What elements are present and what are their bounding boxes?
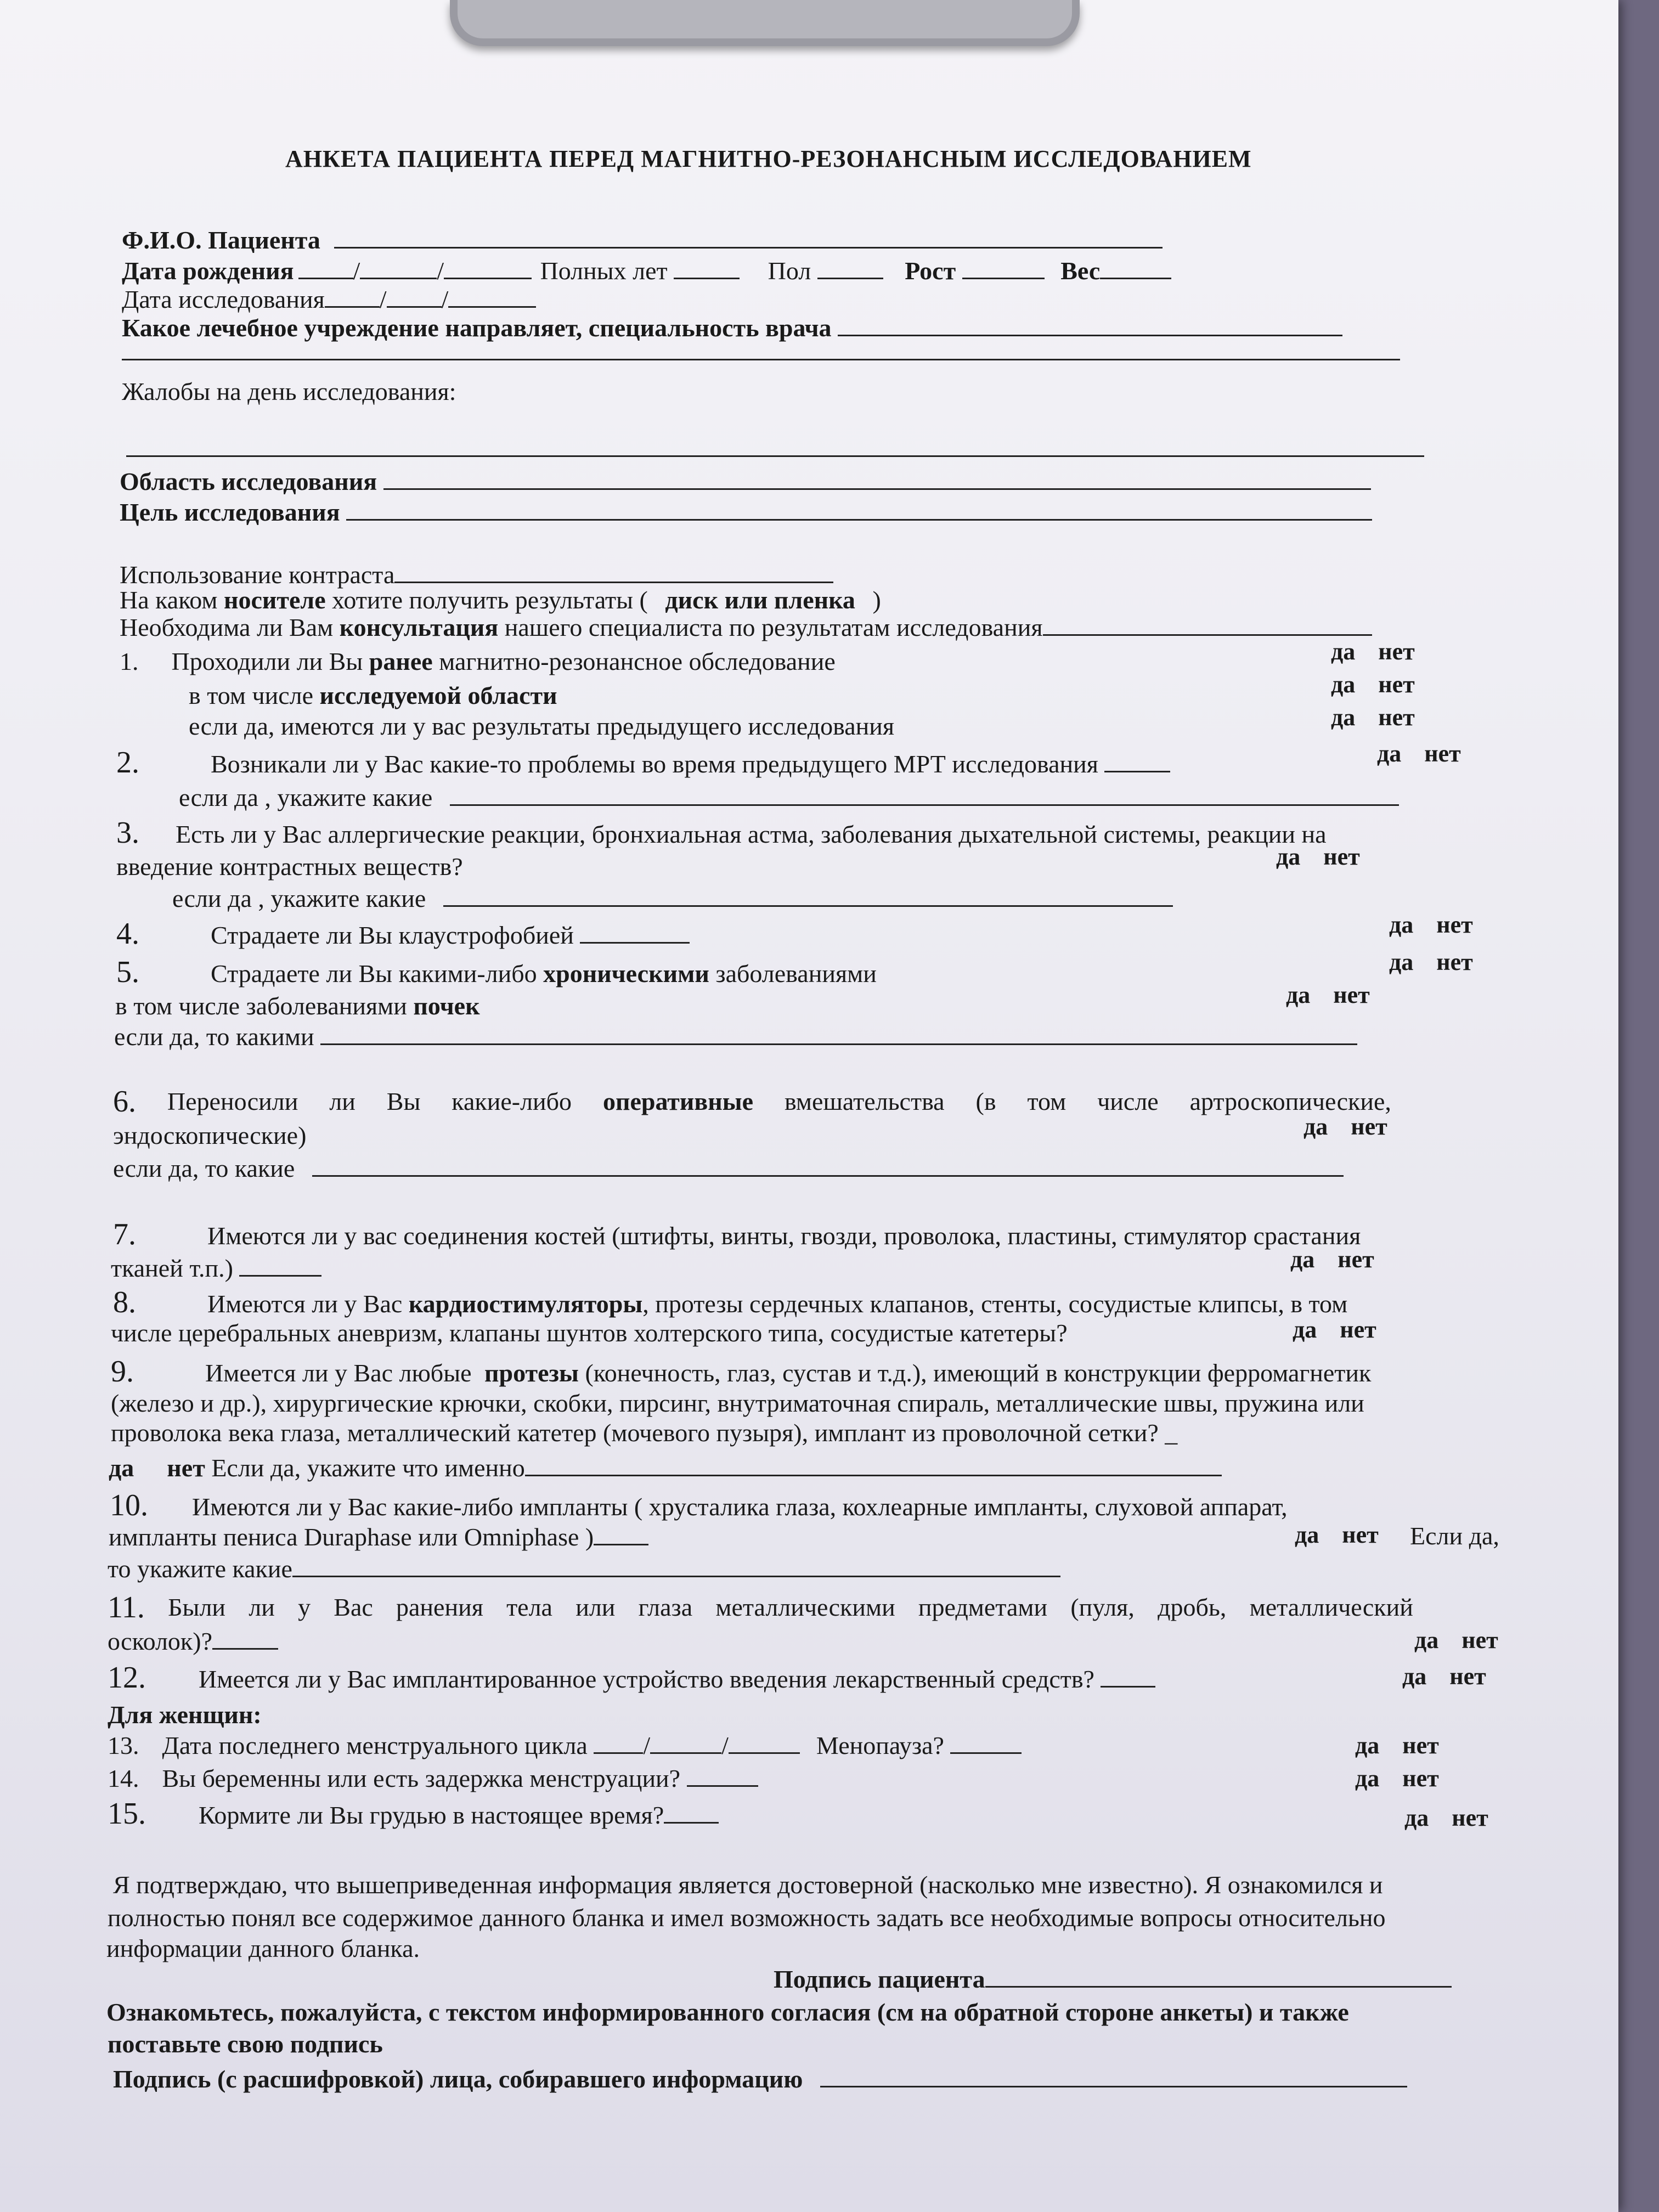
- q12-blank[interactable]: [1101, 1664, 1155, 1688]
- complaints-blank[interactable]: [126, 433, 1424, 457]
- question-1: 1. Проходили ли Вы ранее магнитно-резонансное обследование: [120, 647, 836, 675]
- question-5: 5. Страдаете ли Вы какими-либо хроническими заболеваниями: [116, 955, 877, 989]
- question-10: 10. Имеются ли у Вас какие-либо импланты ( хрусталика глаза, кохлеарные импланты, слуховой аппарат,: [110, 1488, 1288, 1522]
- question-6-details: если да, то какие: [113, 1153, 1344, 1184]
- women-section-title: Для женщин:: [108, 1701, 262, 1729]
- q3-details-blank[interactable]: [443, 883, 1173, 907]
- fio-field: Ф.И.О. Пациента: [122, 225, 1163, 256]
- q7-blank[interactable]: [239, 1253, 321, 1277]
- q1-results-yes-no[interactable]: да нет: [1331, 704, 1415, 731]
- dob-day-blank[interactable]: [298, 256, 353, 279]
- q5-details-blank[interactable]: [320, 1022, 1357, 1045]
- height-blank[interactable]: [962, 256, 1045, 279]
- question-2: 2. Возникали ли у Вас какие-то проблемы во время предыдущего МРТ исследования: [116, 747, 1170, 780]
- area-row: Область исследования: [120, 466, 1371, 497]
- q8-yes-no[interactable]: да нет: [1293, 1316, 1376, 1343]
- exam-date-row: Дата исследования / /: [122, 284, 536, 315]
- question-7: 7. Имеются ли у вас соединения костей (штифты, винты, гвозди, проволока, пластины, стимулятор срастания: [113, 1217, 1361, 1251]
- complaints-line: [126, 433, 1424, 464]
- q2-yes-no[interactable]: да нет: [1377, 740, 1461, 767]
- media-row: На каком носителе хотите получить результаты ( диск или пленка ): [120, 586, 881, 614]
- question-12: 12. Имеется ли у Вас имплантированное устройство введения лекарственный средств?: [108, 1662, 1155, 1695]
- q2-blank[interactable]: [1104, 749, 1170, 772]
- q10-if-yes: Если да,: [1410, 1522, 1499, 1550]
- question-3: 3. Есть ли у Вас аллергические реакции, бронхиальная астма, заболевания дыхательной системы, реакции на: [116, 816, 1327, 850]
- exam-year-blank[interactable]: [448, 284, 536, 308]
- question-6-line-2: эндоскопические): [113, 1121, 307, 1149]
- q14-yes-no[interactable]: да нет: [1355, 1765, 1439, 1792]
- q10-details-blank[interactable]: [292, 1554, 1060, 1577]
- contrast-blank[interactable]: [394, 560, 833, 583]
- complaints-label: Жалобы на день исследования:: [122, 377, 456, 405]
- patient-signature-blank[interactable]: [985, 1964, 1452, 1988]
- question-5-details: если да, то какими: [114, 1022, 1357, 1052]
- referral-line-2: [122, 337, 1400, 368]
- q5-kidneys-yes-no[interactable]: да нет: [1286, 981, 1370, 1008]
- q9-yes[interactable]: да: [109, 1454, 134, 1482]
- question-13: 13. Дата последнего менструального цикла / / Менопауза?: [108, 1730, 1022, 1761]
- question-14: 14. Вы беременны или есть задержка менструации?: [108, 1763, 758, 1794]
- question-10-line-2: импланты пениса Duraphase или Omniphase ): [109, 1522, 648, 1553]
- sex-blank[interactable]: [817, 256, 883, 279]
- q6-yes-no[interactable]: да нет: [1304, 1113, 1387, 1140]
- dob-row: Дата рождения / / Полных лет Пол Рост Вес: [122, 256, 1171, 286]
- referral-blank[interactable]: [838, 313, 1342, 336]
- goal-row: Цель исследования: [120, 497, 1372, 528]
- q11-yes-no[interactable]: да нет: [1414, 1627, 1498, 1654]
- question-3-line-2: введение контрастных веществ?: [116, 853, 463, 881]
- question-9: 9. Имеется ли у Вас любые протезы (конечность, глаз, сустав и т.д.), имеющий в конструкции ферромагнетик: [111, 1355, 1372, 1389]
- question-2-details: если да , укажите какие: [179, 782, 1399, 813]
- q7-yes-no[interactable]: да нет: [1290, 1246, 1374, 1273]
- q10-yes-no[interactable]: да нет: [1295, 1521, 1379, 1548]
- q2-details-blank[interactable]: [450, 782, 1399, 806]
- question-8-line-2: числе церебральных аневризм, клапаны шунтов холтерского типа, сосудистые катетеры?: [111, 1319, 1068, 1347]
- question-15: 15. Кормите ли Вы грудью в настоящее время?: [108, 1798, 719, 1831]
- q11-blank[interactable]: [212, 1626, 278, 1650]
- question-1-area: в том числе исследуемой области: [189, 681, 557, 709]
- q4-yes-no[interactable]: да нет: [1389, 911, 1473, 938]
- question-8: 8. Имеются ли у Вас кардиостимуляторы, протезы сердечных клапанов, стенты, сосудистые клипсы, в том: [113, 1285, 1348, 1319]
- confirmation-line-2: полностью понял все содержимое данного бланка и имел возможность задать все необходимые вопросы относительно: [108, 1904, 1386, 1932]
- q15-blank[interactable]: [664, 1800, 719, 1824]
- question-7-line-2: тканей т.п.): [111, 1253, 321, 1284]
- q6-details-blank[interactable]: [312, 1153, 1344, 1177]
- q3-yes-no[interactable]: да нет: [1276, 843, 1360, 870]
- collector-signature-row: Подпись (с расшифровкой) лица, собиравшего информацию: [113, 2064, 1407, 2095]
- question-9-details: да нет Если да, укажите что именно: [109, 1453, 1222, 1483]
- question-11: 11. Были ли у Вас ранения тела или глаза металлическими предметами (пуля, дробь, металлический: [108, 1590, 1413, 1624]
- dob-year-blank[interactable]: [444, 256, 532, 279]
- q13-yes-no[interactable]: да нет: [1355, 1732, 1439, 1759]
- exam-month-blank[interactable]: [387, 284, 442, 308]
- consent-note-line-2: поставьте свою подпись: [108, 2030, 383, 2058]
- contrast-row: Использование контраста: [120, 560, 833, 590]
- question-11-line-2: осколок)?: [108, 1626, 278, 1657]
- q1-area-yes-no[interactable]: да нет: [1331, 671, 1415, 698]
- question-9-line-2: (железо и др.), хирургические крючки, скобки, пирсинг, внутриматочная спираль, металлические швы, пружина или: [111, 1389, 1364, 1417]
- page-title: АНКЕТА ПАЦИЕНТА ПЕРЕД МАГНИТНО-РЕЗОНАНСНЫМ ИССЛЕДОВАНИЕМ: [285, 145, 1252, 172]
- confirmation-line-3: информации данного бланка.: [106, 1934, 420, 1962]
- consult-blank[interactable]: [1043, 612, 1372, 636]
- weight-blank[interactable]: [1100, 256, 1171, 279]
- q15-yes-no[interactable]: да нет: [1404, 1804, 1488, 1831]
- question-1-results: если да, имеются ли у вас результаты предыдущего исследования: [189, 712, 895, 740]
- collector-signature-blank[interactable]: [820, 2064, 1407, 2087]
- area-blank[interactable]: [383, 466, 1371, 490]
- q4-blank[interactable]: [580, 920, 690, 944]
- q9-no[interactable]: нет: [167, 1454, 205, 1482]
- question-6: 6. Переносили ли Вы какие-либо оперативные вмешательства (в том числе артроскопические,: [113, 1085, 1391, 1119]
- question-3-details: если да , укажите какие: [172, 883, 1173, 914]
- question-5-kidneys: в том числе заболеваниями почек: [115, 992, 480, 1020]
- referral-blank-2[interactable]: [122, 337, 1400, 360]
- clipboard-clip: [450, 0, 1080, 46]
- goal-blank[interactable]: [346, 497, 1372, 521]
- q1-yes-no[interactable]: да нет: [1331, 638, 1415, 665]
- q9-details-blank[interactable]: [525, 1453, 1222, 1476]
- referral-row: Какое лечебное учреждение направляет, специальность врача: [122, 313, 1342, 343]
- dob-month-blank[interactable]: [360, 256, 437, 279]
- q14-blank[interactable]: [687, 1763, 758, 1787]
- q13-year-blank[interactable]: [729, 1730, 800, 1754]
- age-blank[interactable]: [674, 256, 740, 279]
- q5-yes-no[interactable]: да нет: [1389, 949, 1473, 975]
- confirmation-line-1: Я подтверждаю, что вышеприведенная информация является достоверной (насколько мне известно). Я ознакомился и: [113, 1871, 1383, 1899]
- q10-blank[interactable]: [594, 1522, 648, 1545]
- q13-month-blank[interactable]: [650, 1730, 721, 1754]
- question-4: 4. Страдаете ли Вы клаустрофобией: [116, 918, 690, 951]
- question-10-details: то укажите какие: [108, 1554, 1060, 1584]
- consult-row: Необходима ли Вам консультация нашего специалиста по результатам исследования: [120, 612, 1372, 643]
- consent-note-line-1: Ознакомьтесь, пожалуйста, с текстом информированного согласия (см на обратной стороне анкеты) и также: [106, 1998, 1349, 2026]
- question-9-line-3: проволока века глаза, металлический катетер (мочевого пузыря), имплант из проволочной сетки? _: [111, 1419, 1178, 1447]
- q13-day-blank[interactable]: [594, 1730, 643, 1754]
- fio-blank[interactable]: [334, 225, 1163, 249]
- patient-signature-row: Подпись пациента: [774, 1964, 1452, 1995]
- menopause-blank[interactable]: [950, 1730, 1022, 1754]
- q12-yes-no[interactable]: да нет: [1402, 1663, 1486, 1690]
- exam-day-blank[interactable]: [325, 284, 380, 308]
